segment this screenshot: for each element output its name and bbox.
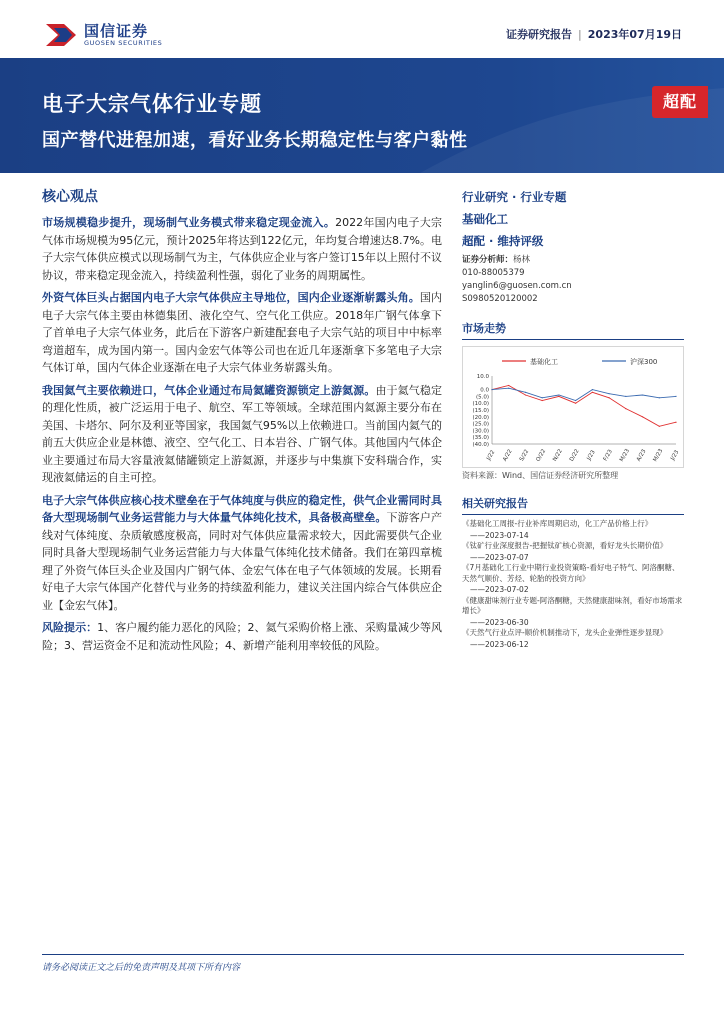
related-report[interactable] (462, 596, 684, 629)
related-title[interactable]: 《天然气行业点评-顺价机制推动下，龙头企业弹性逐步显现》 (462, 628, 668, 637)
paragraph-lead: 电子大宗气体供应核心技术壁垒在于气体纯度与供应的稳定性，供气企业需同时具备大型现场制气业务运营能力与大体量气体纯化技术，具备极高壁垒。 (42, 493, 442, 524)
risk-lead: 风险提示： (42, 621, 98, 634)
x-tick-label: F/23 (602, 448, 614, 463)
related-report[interactable] (462, 628, 684, 650)
core-views-heading: 核心观点 (42, 189, 98, 205)
core-paragraph (42, 289, 442, 377)
data-point (642, 416, 643, 417)
related-date: ——2023-06-12 (470, 639, 529, 649)
x-tick-label: D/22 (568, 448, 581, 463)
data-point (608, 397, 609, 398)
y-tick-label: (25.0) (472, 421, 489, 428)
analyst-label: 证券分析师： (462, 255, 514, 265)
title-banner (0, 58, 724, 173)
related-title[interactable]: 《钛矿行业深度报告-把握钛矿核心资源，看好龙头长期价值》 (462, 541, 668, 550)
core-paragraph (42, 214, 442, 284)
data-point (491, 389, 492, 390)
report-date: 2023年07月19日 (587, 28, 682, 41)
analyst-phone: 010-88005379 (462, 268, 525, 278)
x-tick-label: J/23 (669, 449, 681, 462)
core-paragraph (42, 382, 442, 487)
analyst-email[interactable]: yanglin6@guosen.com.cn (462, 281, 572, 291)
data-point (508, 385, 509, 386)
report-meta (506, 26, 682, 42)
series-line (492, 388, 676, 400)
core-paragraph (42, 492, 442, 615)
data-point (542, 400, 543, 401)
paragraph-lead: 市场规模稳步提升，现场制气业务模式带来稳定现金流入。 (42, 216, 336, 229)
related-report[interactable] (462, 563, 684, 596)
data-point (675, 422, 676, 423)
footer-disclaimer: 请务必阅读正文之后的免责声明及其项下所有内容 (42, 963, 241, 973)
risk-body: 1、客户履约能力恶化的风险；2、氦气采购价格上涨、采购量减少等风险；3、营运资金不足和流动性风险；4、新增产能利用率较低的风险。 (42, 621, 443, 652)
y-tick-label: (10.0) (472, 401, 489, 408)
logo-text-en: GUOSEN SECURITIES (84, 39, 163, 47)
related-report[interactable] (462, 519, 684, 541)
related-title[interactable]: 《7月基础化工行业中期行业投资策略-看好电子特气、阿洛酮糖、天然气顺价、芳烃、轮胎的投资方向》 (462, 563, 680, 583)
risk-warning (42, 619, 442, 654)
data-point (575, 400, 576, 401)
related-date: ——2023-07-14 (470, 530, 529, 540)
analyst-line (462, 254, 684, 267)
data-point (659, 397, 660, 398)
analyst-name: 杨林 (513, 255, 531, 265)
x-tick-label: A/22 (502, 448, 514, 463)
legend-label: 基础化工 (530, 358, 558, 366)
logo-text-cn: 国信证券 (84, 22, 149, 40)
data-point (542, 397, 543, 398)
paragraph-body: 2022年国内电子大宗气体市场规模为95亿元，预计2025年将达到122亿元，年均复合增速达8.7%。电子大宗气体供应模式以现场制气为主，气体供应企业与客户签订15年以上照付不议协议，带来稳定现金流入，持续盈利性强，弱化了业务的周期属性。 (42, 216, 442, 282)
y-tick-label: (30.0) (472, 428, 489, 435)
sector-name: 基础化工 (462, 212, 508, 226)
data-point (508, 388, 509, 389)
guosen-logo-icon (44, 18, 78, 52)
x-tick-label: M/23 (618, 448, 631, 463)
y-tick-label: 0.0 (480, 387, 489, 394)
page-header (0, 0, 724, 58)
related-title[interactable]: 《健康甜味剂行业专题-阿洛酮糖，天然健康甜味剂，看好市场需求增长》 (462, 595, 683, 615)
data-point (575, 403, 576, 404)
market-trend-heading: 市场走势 (462, 320, 684, 340)
related-report[interactable] (462, 541, 684, 563)
rating-text: 超配 · 维持评级 (462, 234, 544, 248)
related-date: ——2023-06-30 (470, 617, 529, 627)
research-category: 行业研究 · 行业专题 (462, 190, 567, 204)
paragraph-lead: 外资气体巨头占据国内电子大宗气体供应主导地位，国内企业逐渐崭露头角。 (42, 291, 420, 304)
data-point (625, 408, 626, 409)
y-tick-label: 10.0 (476, 374, 489, 380)
related-reports-list (462, 519, 684, 650)
x-tick-label: A/23 (635, 448, 648, 463)
sidebar (462, 186, 684, 650)
report-subtitle: 国产替代进程加速，看好业务长期稳定性与客户黏性 (42, 130, 468, 151)
footer-divider (42, 954, 684, 955)
analyst-license: S0980520120002 (462, 294, 538, 304)
x-tick-label: M/23 (652, 448, 665, 463)
y-tick-label: (20.0) (472, 414, 489, 421)
data-point (625, 396, 626, 397)
paragraph-body: 国内电子大宗气体主要由林德集团、液化空气、空气化工供应。2018年广钢气体拿下了首单电子大宗气体业务，此后在下游客户新建配套电子大宗气站的项目中中标率弯道超车，成为国内第一。国内金宏气体等公司也在近几年逐渐拿下多笔电子大宗气体订单，国内气体企业逐渐在电子大宗气体业务崭露头角。 (42, 291, 443, 374)
meta-separator: | (578, 28, 582, 41)
data-point (525, 392, 526, 393)
core-views-section (42, 186, 442, 659)
report-type: 证券研究报告 (506, 28, 573, 41)
paragraph-body: 下游客户产线对气体纯度、杂质敏感度极高，同时对气体供应量需求较大，因此需要供气企业同时具备大型现场制气业务运营能力与大体量气体纯化技术储备。我们在第四章梳理了外资气体巨头企业及国内广钢气体、金宏气体在电子气体领域的发展。长期看好电子大宗气体国产化替代与业务的持续盈利能力，建议关注国内综合气体供应企业【金宏气体】。 (42, 511, 443, 612)
data-point (558, 394, 559, 395)
data-point (642, 394, 643, 395)
series-line (492, 386, 676, 427)
rating-badge: 超配 (652, 86, 708, 118)
x-tick-label: O/22 (535, 448, 548, 463)
analyst-info (462, 254, 684, 306)
data-point (525, 394, 526, 395)
chart-source: 资料来源：Wind、国信证券经济研究所整理 (462, 471, 619, 480)
data-point (592, 389, 593, 390)
paragraph-body: 由于氦气稳定的理化性质，被广泛运用于电子、航空、军工等领域。全球范围内氦源主要分布在美国、卡塔尔、阿尔及利亚等国家，我国氦气95%以上依赖进口。当前国内氦气的前五大供应企业是林德、液空、空气化工、日本岩谷、广钢气体。其他国内气体企业主要通过布局大容量液氦储罐锁定上游氦源，并逐步与中集旗下安科瑞合作，实现液氦储运的自主可控。 (42, 383, 443, 484)
data-point (659, 426, 660, 427)
x-tick-label: J/22 (485, 449, 497, 462)
market-trend-chart (462, 346, 684, 468)
x-tick-label: J/23 (586, 449, 597, 462)
data-point (558, 396, 559, 397)
x-tick-label: N/22 (552, 448, 564, 463)
y-tick-label: (15.0) (472, 408, 489, 414)
related-date: ——2023-07-07 (470, 552, 529, 562)
related-title[interactable]: 《基础化工周报-行业补库周期启动，化工产品价格上行》 (462, 519, 653, 528)
y-tick-label: (5.0) (475, 394, 489, 401)
y-tick-label: (35.0) (472, 435, 489, 442)
trend-chart-svg (462, 346, 684, 468)
related-date: ——2023-07-02 (470, 585, 529, 594)
guosen-logo (44, 18, 186, 52)
report-title: 电子大宗气体行业专题 (42, 92, 262, 116)
data-point (675, 396, 676, 397)
y-tick-label: (40.0) (472, 442, 489, 448)
legend-label: 沪深300 (630, 358, 658, 366)
x-tick-label: S/22 (518, 448, 531, 463)
related-reports-heading: 相关研究报告 (462, 495, 684, 515)
paragraph-lead: 我国氦气主要依赖进口，气体企业通过布局氦罐资源锁定上游氦源。 (42, 383, 376, 397)
data-point (592, 392, 593, 393)
data-point (608, 393, 609, 394)
